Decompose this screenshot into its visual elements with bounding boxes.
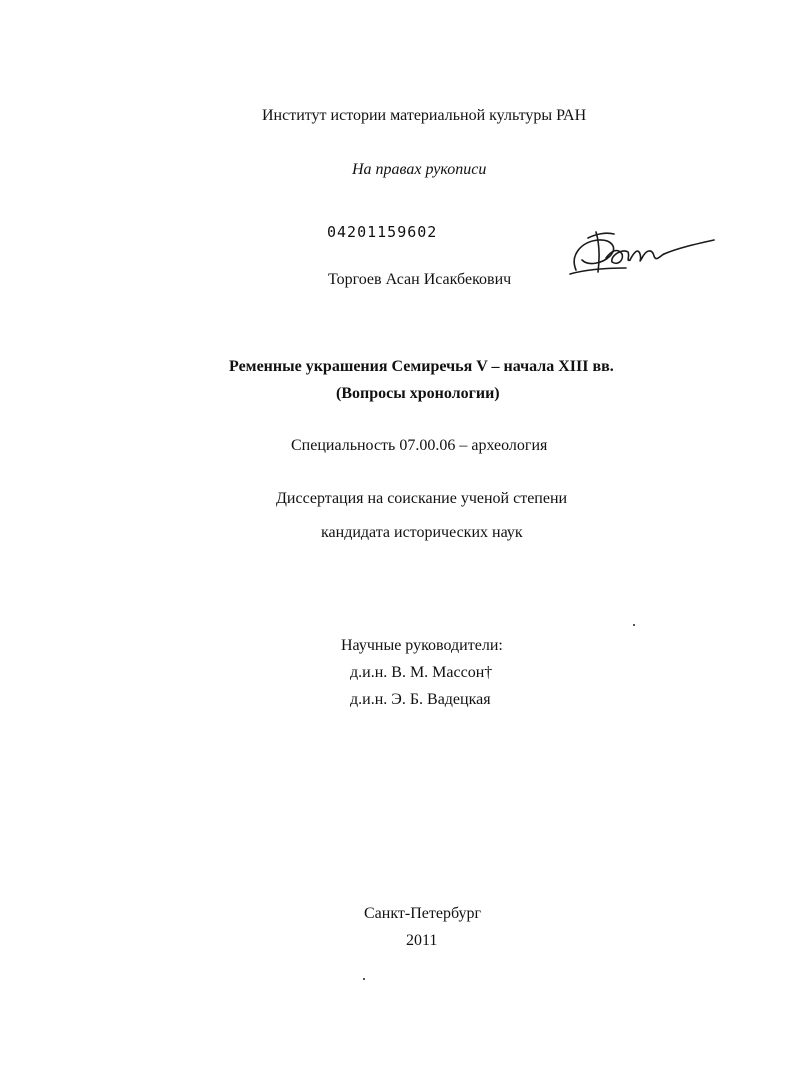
dissertation-title-line2: (Вопросы хронологии)	[336, 385, 500, 402]
supervisors-heading: Научные руководители:	[341, 637, 503, 654]
author-signature	[566, 226, 716, 282]
degree-line1: Диссертация на соискание ученой степени	[276, 490, 568, 507]
rights-note: На правах рукописи	[352, 161, 487, 178]
supervisor-item: д.и.н. Э. Б. Вадецкая	[350, 691, 491, 708]
scan-speck	[363, 978, 365, 980]
dissertation-title-line1: Ременные украшения Семиречья V – начала XIII вв.	[229, 358, 614, 375]
year: 2011	[406, 932, 438, 949]
supervisor-item: д.и.н. В. М. Массон†	[350, 664, 493, 681]
scan-speck	[633, 624, 635, 626]
city: Санкт-Петербург	[364, 905, 482, 922]
degree-line2: кандидата исторических наук	[321, 524, 523, 541]
specialty: Специальность 07.00.06 – археология	[291, 437, 548, 454]
registration-code: 04201159602	[327, 223, 438, 241]
author-name: Торгоев Асан Исакбекович	[328, 271, 512, 288]
institute-name: Институт истории материальной культуры РАН	[262, 107, 587, 124]
